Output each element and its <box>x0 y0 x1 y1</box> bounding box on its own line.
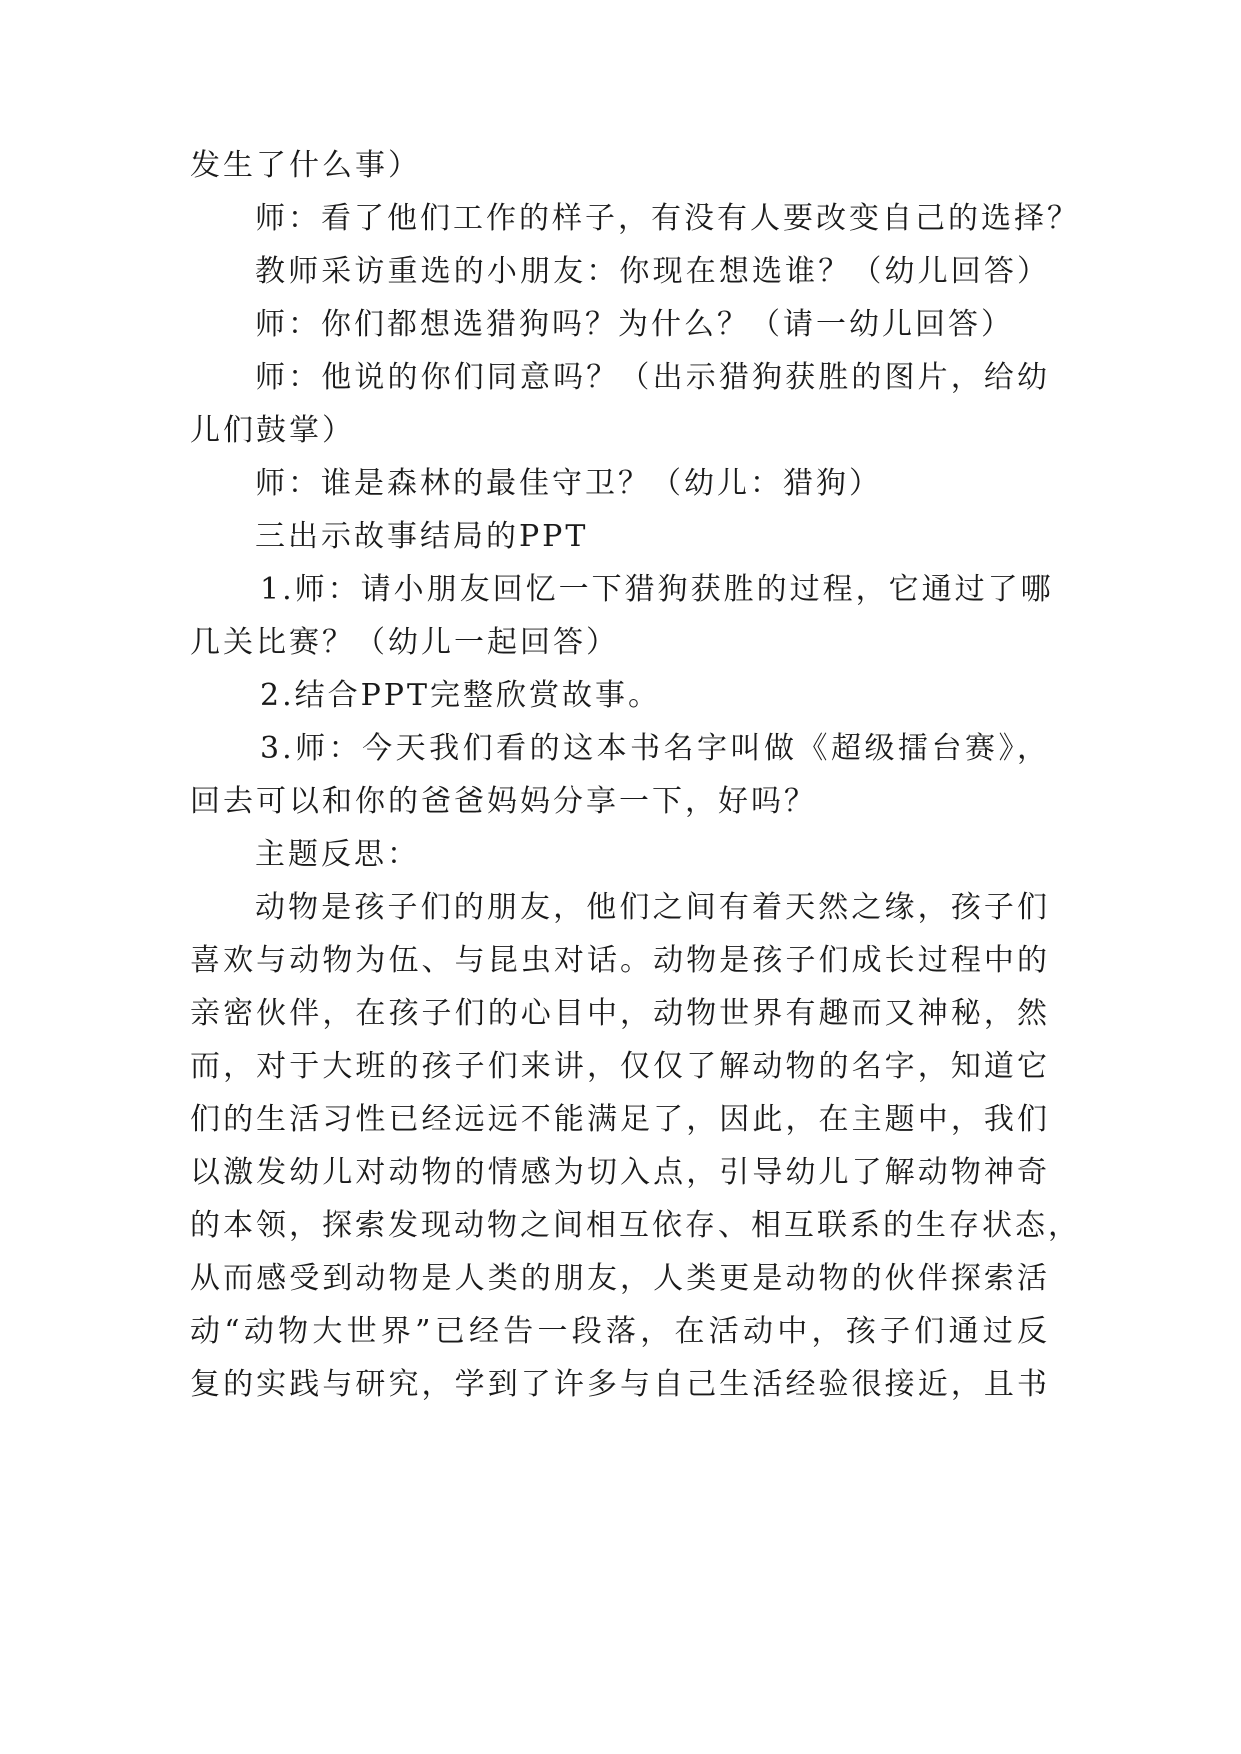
text-line-13: 回去可以和你的爸爸妈妈分享一下，好吗？ <box>190 784 817 819</box>
text-line-15: 动物是孩子们的朋友，他们之间有着天然之缘，孩子们 <box>255 890 1050 925</box>
text-line-8: 三出示故事结局的PPT <box>255 519 589 554</box>
text-line-6: 儿们鼓掌） <box>190 413 355 448</box>
text-line-14: 主题反思： <box>255 837 420 872</box>
text-line-23: 动“动物大世界”已经告一段落，在活动中，孩子们通过反 <box>190 1314 1050 1349</box>
text-line-19: 们的生活习性已经远远不能满足了，因此，在主题中，我们 <box>190 1102 1050 1137</box>
text-line-17: 亲密伙伴，在孩子们的心目中，动物世界有趣而又神秘，然 <box>190 996 1050 1031</box>
text-line-5: 师：他说的你们同意吗？（出示猎狗获胜的图片，给幼 <box>255 360 1050 395</box>
text-line-7: 师：谁是森林的最佳守卫？（幼儿：猎狗） <box>255 466 882 501</box>
text-line-11: 2.结合PPT完整欣赏故事。 <box>260 678 662 713</box>
text-line-18: 而，对于大班的孩子们来讲，仅仅了解动物的名字，知道它 <box>190 1049 1050 1084</box>
text-line-21: 的本领，探索发现动物之间相互依存、相互联系的生存状态， <box>190 1208 1081 1243</box>
text-line-1: 发生了什么事） <box>190 148 421 183</box>
text-line-10: 几关比赛？（幼儿一起回答） <box>190 625 619 660</box>
text-line-3: 教师采访重选的小朋友：你现在想选谁？（幼儿回答） <box>255 254 1050 289</box>
text-line-2: 师：看了他们工作的样子，有没有人要改变自己的选择？ <box>255 201 1080 236</box>
text-line-20: 以激发幼儿对动物的情感为切入点，引导幼儿了解动物神奇 <box>190 1155 1050 1190</box>
text-line-22: 从而感受到动物是人类的朋友，人类更是动物的伙伴探索活 <box>190 1261 1050 1296</box>
text-line-4: 师：你们都想选猎狗吗？为什么？（请一幼儿回答） <box>255 307 1014 342</box>
text-line-16: 喜欢与动物为伍、与昆虫对话。动物是孩子们成长过程中的 <box>190 943 1050 978</box>
text-line-9: 1.师：请小朋友回忆一下猎狗获胜的过程，它通过了哪 <box>260 572 1054 607</box>
text-line-12: 3.师：今天我们看的这本书名字叫做《超级擂台赛》， <box>260 731 1050 766</box>
text-line-24: 复的实践与研究，学到了许多与自己生活经验很接近，且书 <box>190 1367 1050 1402</box>
